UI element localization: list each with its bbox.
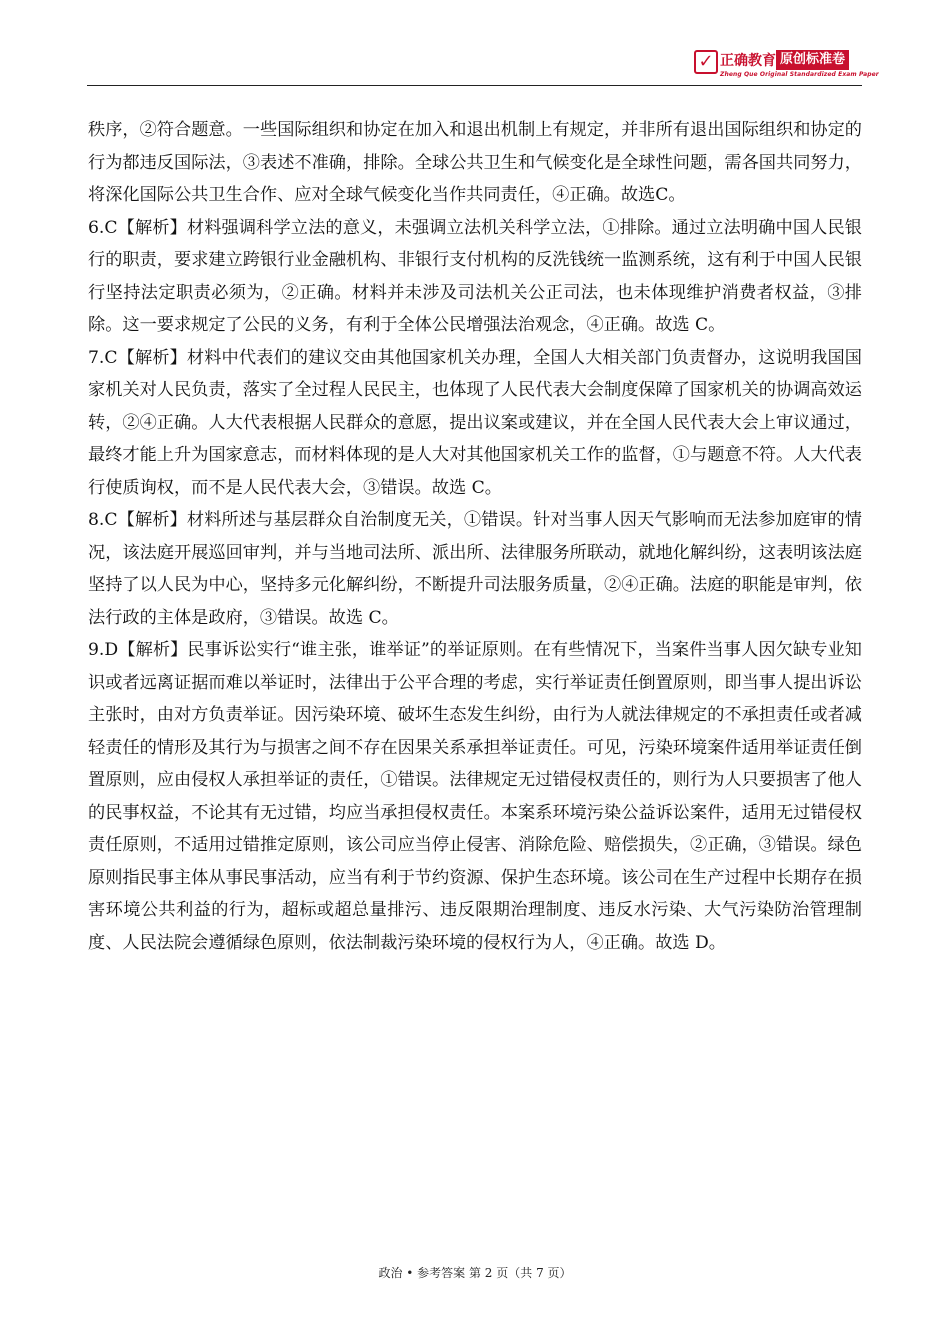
logo-name: 正确教育	[720, 53, 776, 69]
answer-paragraph-7: 7.C【解析】材料中代表们的建议交由其他国家机关办理，全国人大相关部门负责督办，这说明我国国家机关对人民负责，落实了全过程人民民主，也体现了人民代表大会制度保障了国家机关的协调高效运转，②④正确。人大代表根据人民群众的意愿，提出议案或建议，并在全国人民代表大会上审议通过，最终才能上升为国家意志，而材料体现的是人大对其他国家机关工作的监督，①与题意不符。人大代表行使质询权，而不是人民代表大会，③错误。故选 C。	[88, 347, 862, 498]
answer-paragraph-6: 6.C【解析】材料强调科学立法的意义，未强调立法机关科学立法，①排除。通过立法明确中国人民银行的职责，要求建立跨银行业金融机构、非银行支付机构的反洗钱统一监测系统，这有利于中国人民银行坚持法定职责必须为，②正确。材料并未涉及司法机关公正司法，也未体现维护消费者权益，③排除。这一要求规定了公民的义务，有利于全体公民增强法治观念，④正确。故选 C。	[88, 217, 862, 335]
answer-paragraph-8: 8.C【解析】材料所述与基层群众自治制度无关，①错误。针对当事人因天气影响而无法参加庭审的情况，该法庭开展巡回审判，并与当地司法所、派出所、法律服务所联动，就地化解纠纷，这表明该法庭坚持了以人民为中心，坚持多元化解纠纷，不断提升司法服务质量，②④正确。法庭的职能是审判，依法行政的主体是政府，③错误。故选 C。	[88, 510, 862, 628]
answer-paragraph-continuation: 秩序，②符合题意。一些国际组织和协定在加入和退出机制上有规定，并非所有退出国际组织和协定的行为都违反国际法，③表述不准确，排除。全球公共卫生和气候变化是全球性问题，需各国共同努力，将深化国际公共卫生合作、应对全球气候变化当作共同责任，④正确。故选C。	[88, 120, 862, 205]
answer-content	[88, 114, 862, 959]
answer-paragraph-9: 9.D【解析】民事诉讼实行“谁主张，谁举证”的举证原则。在有些情况下，当案件当事人因欠缺专业知识或者远离证据而难以举证时，法律出于公平合理的考虑，实行举证责任倒置原则，即当事人提出诉讼主张时，由对方负责举证。因污染环境、破坏生态发生纠纷，由行为人就法律规定的不承担责任或者减轻责任的情形及其行为与损害之间不存在因果关系承担举证责任。可见，污染环境案件适用举证责任倒置原则，应由侵权人承担举证的责任，①错误。法律规定无过错侵权责任的，则行为人只要损害了他人的民事权益，不论其有无过错，均应当承担侵权责任。本案系环境污染公益诉讼案件，适用无过错侵权责任原则，不适用过错推定原则，该公司应当停止侵害、消除危险、赔偿损失，②正确，③错误。绿色原则指民事主体从事民事活动，应当有利于节约资源、保护生态环境。该公司在生产过程中长期存在损害环境公共利益的行为，超标或超总量排污、违反限期治理制度、违反水污染、大气污染防治管理制度、人民法院会遵循绿色原则，依法制裁污染环境的侵权行为人，④正确。故选 D。	[88, 640, 862, 953]
logo-tagline: 原创标准卷	[776, 50, 849, 70]
page-footer: 政治 • 参考答案 第 2 页（共 7 页）	[378, 1266, 572, 1280]
logo-subtitle: Zheng Que Original Standardized Exam Paper	[720, 71, 879, 78]
header-divider	[87, 85, 862, 86]
check-icon: ✓	[694, 50, 718, 74]
brand-logo	[694, 48, 879, 80]
